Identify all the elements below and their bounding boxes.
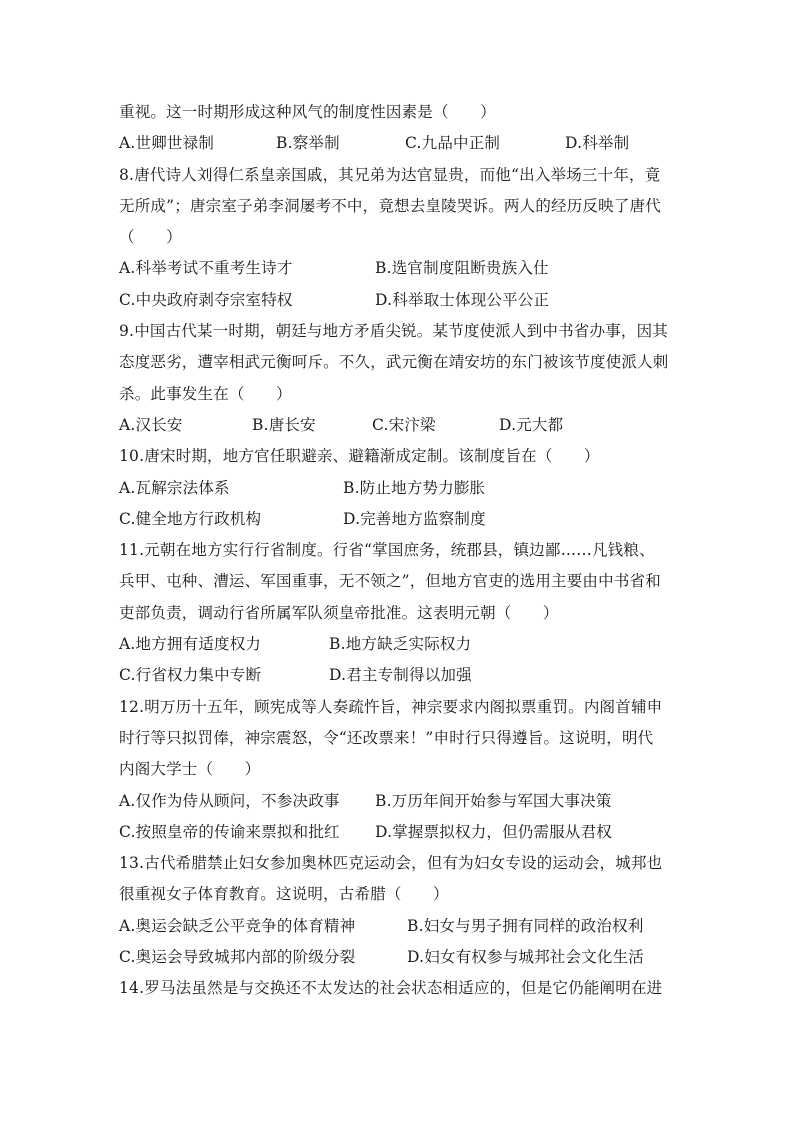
option-row: [119, 942, 679, 973]
question-stem-line: 内阁大学士（ ）: [119, 760, 261, 779]
question-stem-line: 无所成”；唐宗室子弟李洞屡考不中，竟想去皇陵哭诉。两人的经历反映了唐代: [119, 196, 661, 215]
answer-option: B.万历年间开始参与军国大事决策: [375, 791, 612, 810]
answer-option: D.掌握票拟权力，但仍需服从君权: [375, 822, 613, 841]
question-stem-line: 吏部负责，调动行省所属军队须皇帝批准。这表明元朝（ ）: [119, 603, 559, 622]
option-row: [119, 504, 679, 535]
answer-option: D.科举制: [565, 134, 630, 153]
option-row: [119, 128, 679, 159]
question-stem-line: 8.唐代诗人刘得仁系皇亲国戚，其兄弟为达官显贵，而他“出入举场三十年，竟: [119, 165, 661, 184]
answer-option: D.科举取士体现公平公正: [375, 290, 550, 309]
answer-option: B.地方缺乏实际权力: [329, 635, 472, 654]
answer-option: D.元大都: [499, 415, 564, 434]
answer-option: D.妇女有权参与城邦社会文化生活: [407, 948, 645, 967]
answer-option: C.健全地方行政机构: [119, 509, 262, 528]
answer-option: A.瓦解宗法体系: [119, 478, 230, 497]
option-row: [119, 660, 679, 691]
answer-option: C.中央政府剥夺宗室特权: [119, 290, 293, 309]
question-stem-line: 杀。此事发生在（ ）: [119, 384, 292, 403]
question-stem-line: 很重视女子体育教育。这说明，古希腊（ ）: [119, 885, 449, 904]
question-stem-line: 重视。这一时期形成这种风气的制度性因素是（ ）: [119, 103, 496, 121]
answer-option: A.世卿世禄制: [119, 134, 215, 153]
option-row: [119, 410, 679, 441]
question-stem-line: 9.中国古代某一时期，朝廷与地方矛盾尖锐。某节度使派人到中书省办事，因其: [119, 322, 668, 341]
option-row: [119, 285, 679, 316]
answer-option: A.地方拥有适度权力: [119, 635, 262, 654]
answer-option: A.仅作为侍从顾问，不参决政事: [119, 791, 340, 810]
answer-option: D.君主专制得以加强: [329, 666, 472, 685]
question-stem-line: 10.唐宋时期，地方官任职避亲、避籍渐成定制。该制度旨在（ ）: [119, 447, 600, 466]
answer-option: B.唐长安: [252, 415, 316, 434]
question-stem-line: 时行等只拟罚俸，神宗震怒，令“还改票来！”申时行只得遵旨。这说明，明代: [119, 728, 654, 747]
answer-option: C.九品中正制: [405, 134, 501, 153]
exam-page: [119, 97, 679, 1005]
answer-option: B.防止地方势力膨胀: [343, 478, 486, 497]
answer-option: C.奥运会导致城邦内部的阶级分裂: [119, 948, 356, 967]
option-row: [119, 473, 679, 504]
option-row: [119, 786, 679, 817]
option-row: [119, 817, 679, 848]
answer-option: A.汉长安: [119, 415, 183, 434]
option-row: [119, 253, 679, 284]
answer-option: C.宋汴梁: [372, 415, 436, 434]
question-stem-line: 11.元朝在地方实行行省制度。行省“掌国庶务，统郡县，镇边鄙……凡钱粮、: [119, 541, 655, 560]
answer-option: A.奥运会缺乏公平竞争的体育精神: [119, 916, 356, 935]
question-stem-line: 12.明万历十五年，顾宪成等人奏疏忤旨，神宗要求内阁拟票重罚。内阁首辅申: [119, 697, 663, 716]
question-stem-line: 13.古代希腊禁止妇女参加奥林匹克运动会，但有为妇女专设的运动会，城邦也: [119, 854, 663, 873]
option-row: [119, 911, 679, 942]
answer-option: A.科举考试不重考生诗才: [119, 259, 293, 278]
answer-option: B.选官制度阻断贵族入仕: [375, 259, 549, 278]
answer-option: B.妇女与男子拥有同样的政治权利: [407, 916, 644, 935]
option-row: [119, 629, 679, 660]
answer-option: C.行省权力集中专断: [119, 666, 262, 685]
question-stem-line: 14.罗马法虽然是与交换还不太发达的社会状态相适应的，但是它仍能阐明在进: [119, 979, 663, 998]
question-stem-line: 兵甲、屯种、漕运、军国重事，无不领之”，但地方官吏的选用主要由中书省和: [119, 572, 661, 591]
question-stem-line: 态度恶劣，遭宰相武元衡呵斥。不久，武元衡在靖安坊的东门被该节度使派人刺: [119, 353, 669, 372]
answer-option: D.完善地方监察制度: [343, 509, 486, 528]
answer-option: B.察举制: [276, 134, 340, 153]
answer-option: C.按照皇帝的传谕来票拟和批红: [119, 822, 340, 841]
question-stem-line: （ ）: [119, 228, 182, 247]
